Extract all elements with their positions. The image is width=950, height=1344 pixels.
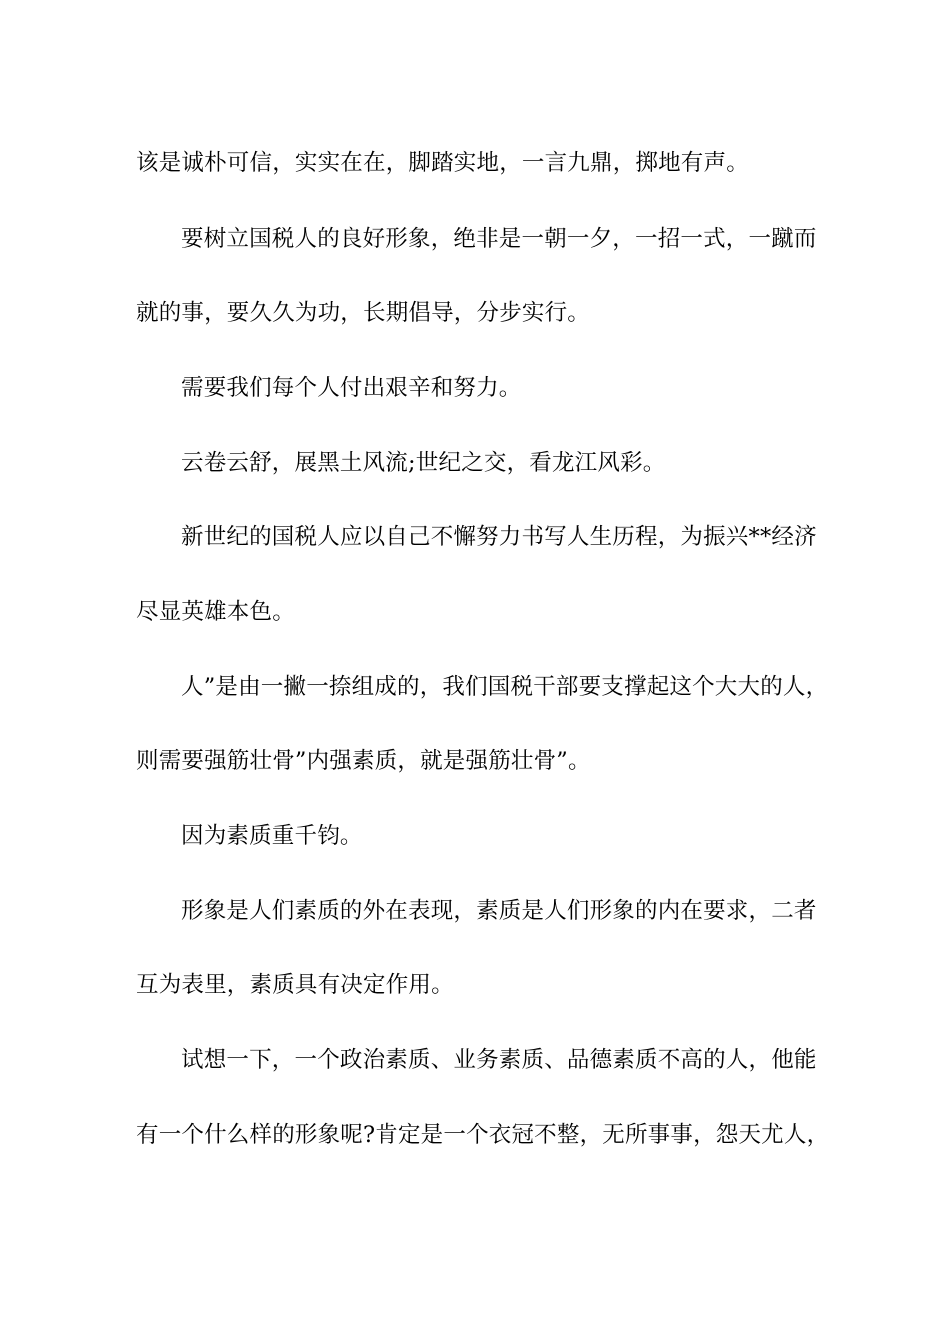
paragraph-first-line: 需要我们每个人付出艰辛和努力。 [181, 375, 522, 401]
paragraph-first-line: 云卷云舒，展黑土风流;世纪之交，看龙江风彩。 [181, 450, 666, 476]
text-line: 互为表里，素质具有决定作用。 [136, 972, 454, 998]
paragraph-first-line: 新世纪的国税人应以自己不懈努力书写人生历程，为振兴**经济 [181, 524, 817, 550]
text-line: 则需要强筋壮骨”内强素质，就是强筋壮骨”。 [136, 748, 591, 774]
text-line: 该是诚朴可信，实实在在，脚踏实地，一言九鼎，掷地有声。 [136, 150, 749, 176]
paragraph-first-line: 人”是由一撇一捺组成的，我们国税干部要支撑起这个大大的人， [181, 674, 829, 700]
text-line: 尽显英雄本色。 [136, 599, 295, 625]
paragraph-first-line: 因为素质重千钧。 [181, 823, 363, 849]
paragraph-first-line: 要树立国税人的良好形象，绝非是一朝一夕，一招一式，一蹴而 [181, 226, 817, 252]
text-line: 就的事，要久久为功，长期倡导，分步实行。 [136, 300, 591, 326]
text-line: 有一个什么样的形象呢?肯定是一个衣冠不整，无所事事，怨天尤人， [136, 1122, 830, 1148]
paragraph-first-line: 形象是人们素质的外在表现，素质是人们形象的内在要求，二者 [181, 898, 817, 924]
paragraph-first-line: 试想一下，一个政治素质、业务素质、品德素质不高的人，他能 [181, 1047, 817, 1073]
